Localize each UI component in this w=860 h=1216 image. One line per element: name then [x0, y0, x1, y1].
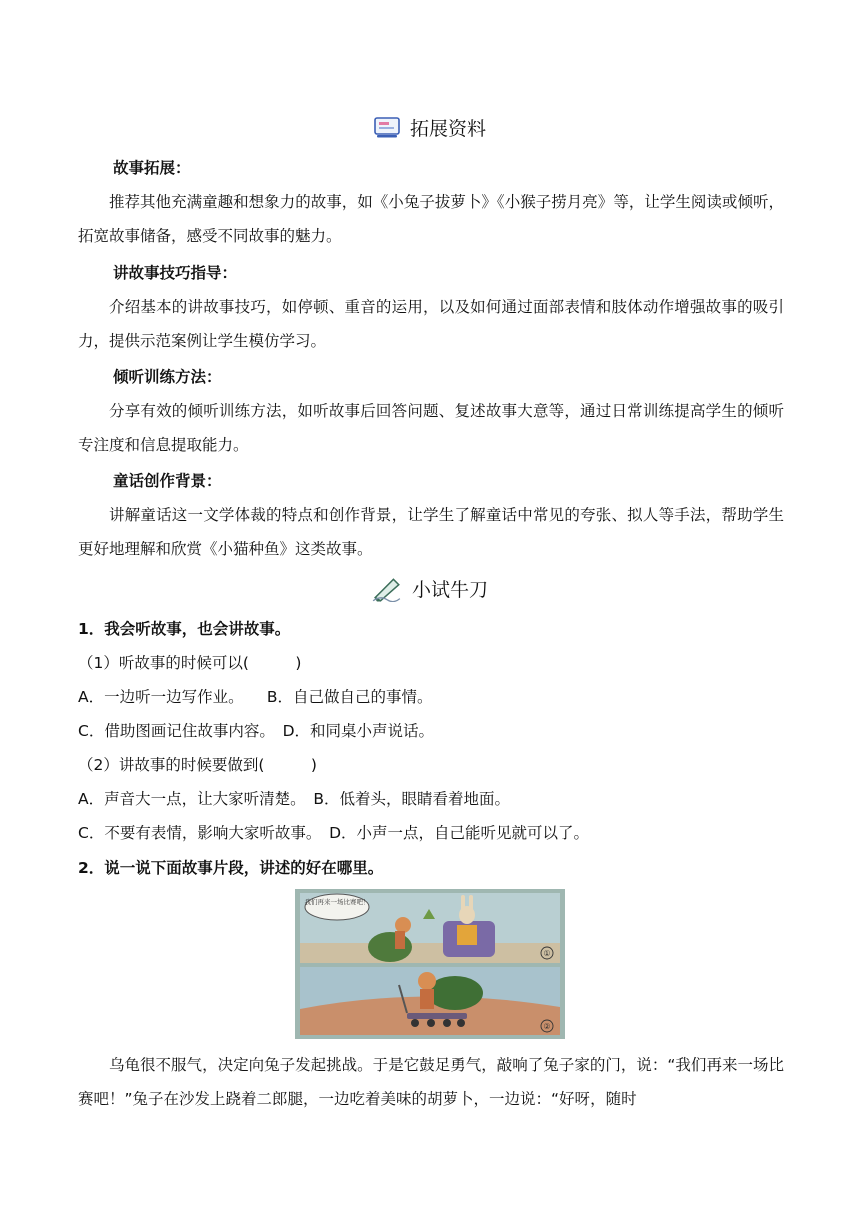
- extension-title-text: 拓展资料: [409, 118, 486, 140]
- question-1-title: 1．我会听故事，也会讲故事。: [78, 620, 291, 638]
- question-1-1-options-cd: C．借助图画记住故事内容。 D．和同桌小声说话。: [78, 722, 435, 740]
- question-1-1-options-ab: A．一边听一边写作业。 B．自己做自己的事情。: [78, 688, 433, 706]
- subheading-storytelling-skills: 讲故事技巧指导：: [113, 264, 238, 282]
- question-1-1-stem: （1）听故事的时候可以( ): [78, 654, 302, 672]
- question-1-2-stem: （2）讲故事的时候要做到( ): [78, 756, 317, 774]
- question-2-title: 2．说一说下面故事片段，讲述的好在哪里。: [78, 859, 384, 877]
- extension-section-title: [0, 114, 860, 141]
- panel-1-label: ①: [543, 949, 551, 958]
- panel-2-label: ②: [543, 1022, 551, 1031]
- subheading-fairytale-background: 童话创作背景：: [113, 472, 222, 490]
- question-1-2-options-ab: A．声音大一点，让大家听清楚。 B．低着头，眼睛看着地面。: [78, 790, 510, 808]
- paragraph-storytelling-skills: 介绍基本的讲故事技巧，如停顿、重音的运用，以及如何通过面部表情和肢体动作增强故事的吸引力，提供示范案例让学生模仿学习。: [78, 298, 784, 350]
- practice-section-title: [0, 575, 860, 602]
- question-1-2-options-cd: C．不要有表情，影响大家听故事。 D．小声一点，自己能听见就可以了。: [78, 824, 590, 842]
- paragraph-fairytale-background: 讲解童话这一文学体裁的特点和创作背景，让学生了解童话中常见的夸张、拟人等手法，帮助学生更好地理解和欣赏《小猫种鱼》这类故事。: [78, 506, 784, 558]
- subheading-listening-training: 倾听训练方法：: [113, 368, 222, 386]
- presentation-board-icon: [374, 117, 400, 139]
- pen-writing-icon: [372, 576, 402, 602]
- comic-illustration: [295, 889, 565, 1039]
- practice-title-text: 小试牛刀: [411, 579, 488, 601]
- paragraph-listening-training: 分享有效的倾听训练方法，如听故事后回答问题、复述故事大意等，通过日常训练提高学生的倾听专注度和信息提取能力。: [78, 402, 784, 454]
- paragraph-story-extension: 推荐其他充满童趣和想象力的故事，如《小兔子拔萝卜》《小猴子捞月亮》等，让学生阅读或倾听，拓宽故事储备，感受不同故事的魅力。: [78, 193, 784, 245]
- story-excerpt-paragraph: 乌龟很不服气，决定向兔子发起挑战。于是它鼓足勇气，敲响了兔子家的门，说：“我们再来一场比赛吧！”兔子在沙发上跷着二郎腿，一边吃着美味的胡萝卜，一边说：“好呀，随时: [78, 1056, 784, 1108]
- speech-bubble-text: 我们再来一场比赛吧！: [304, 898, 370, 906]
- subheading-story-extension: 故事拓展：: [113, 159, 191, 177]
